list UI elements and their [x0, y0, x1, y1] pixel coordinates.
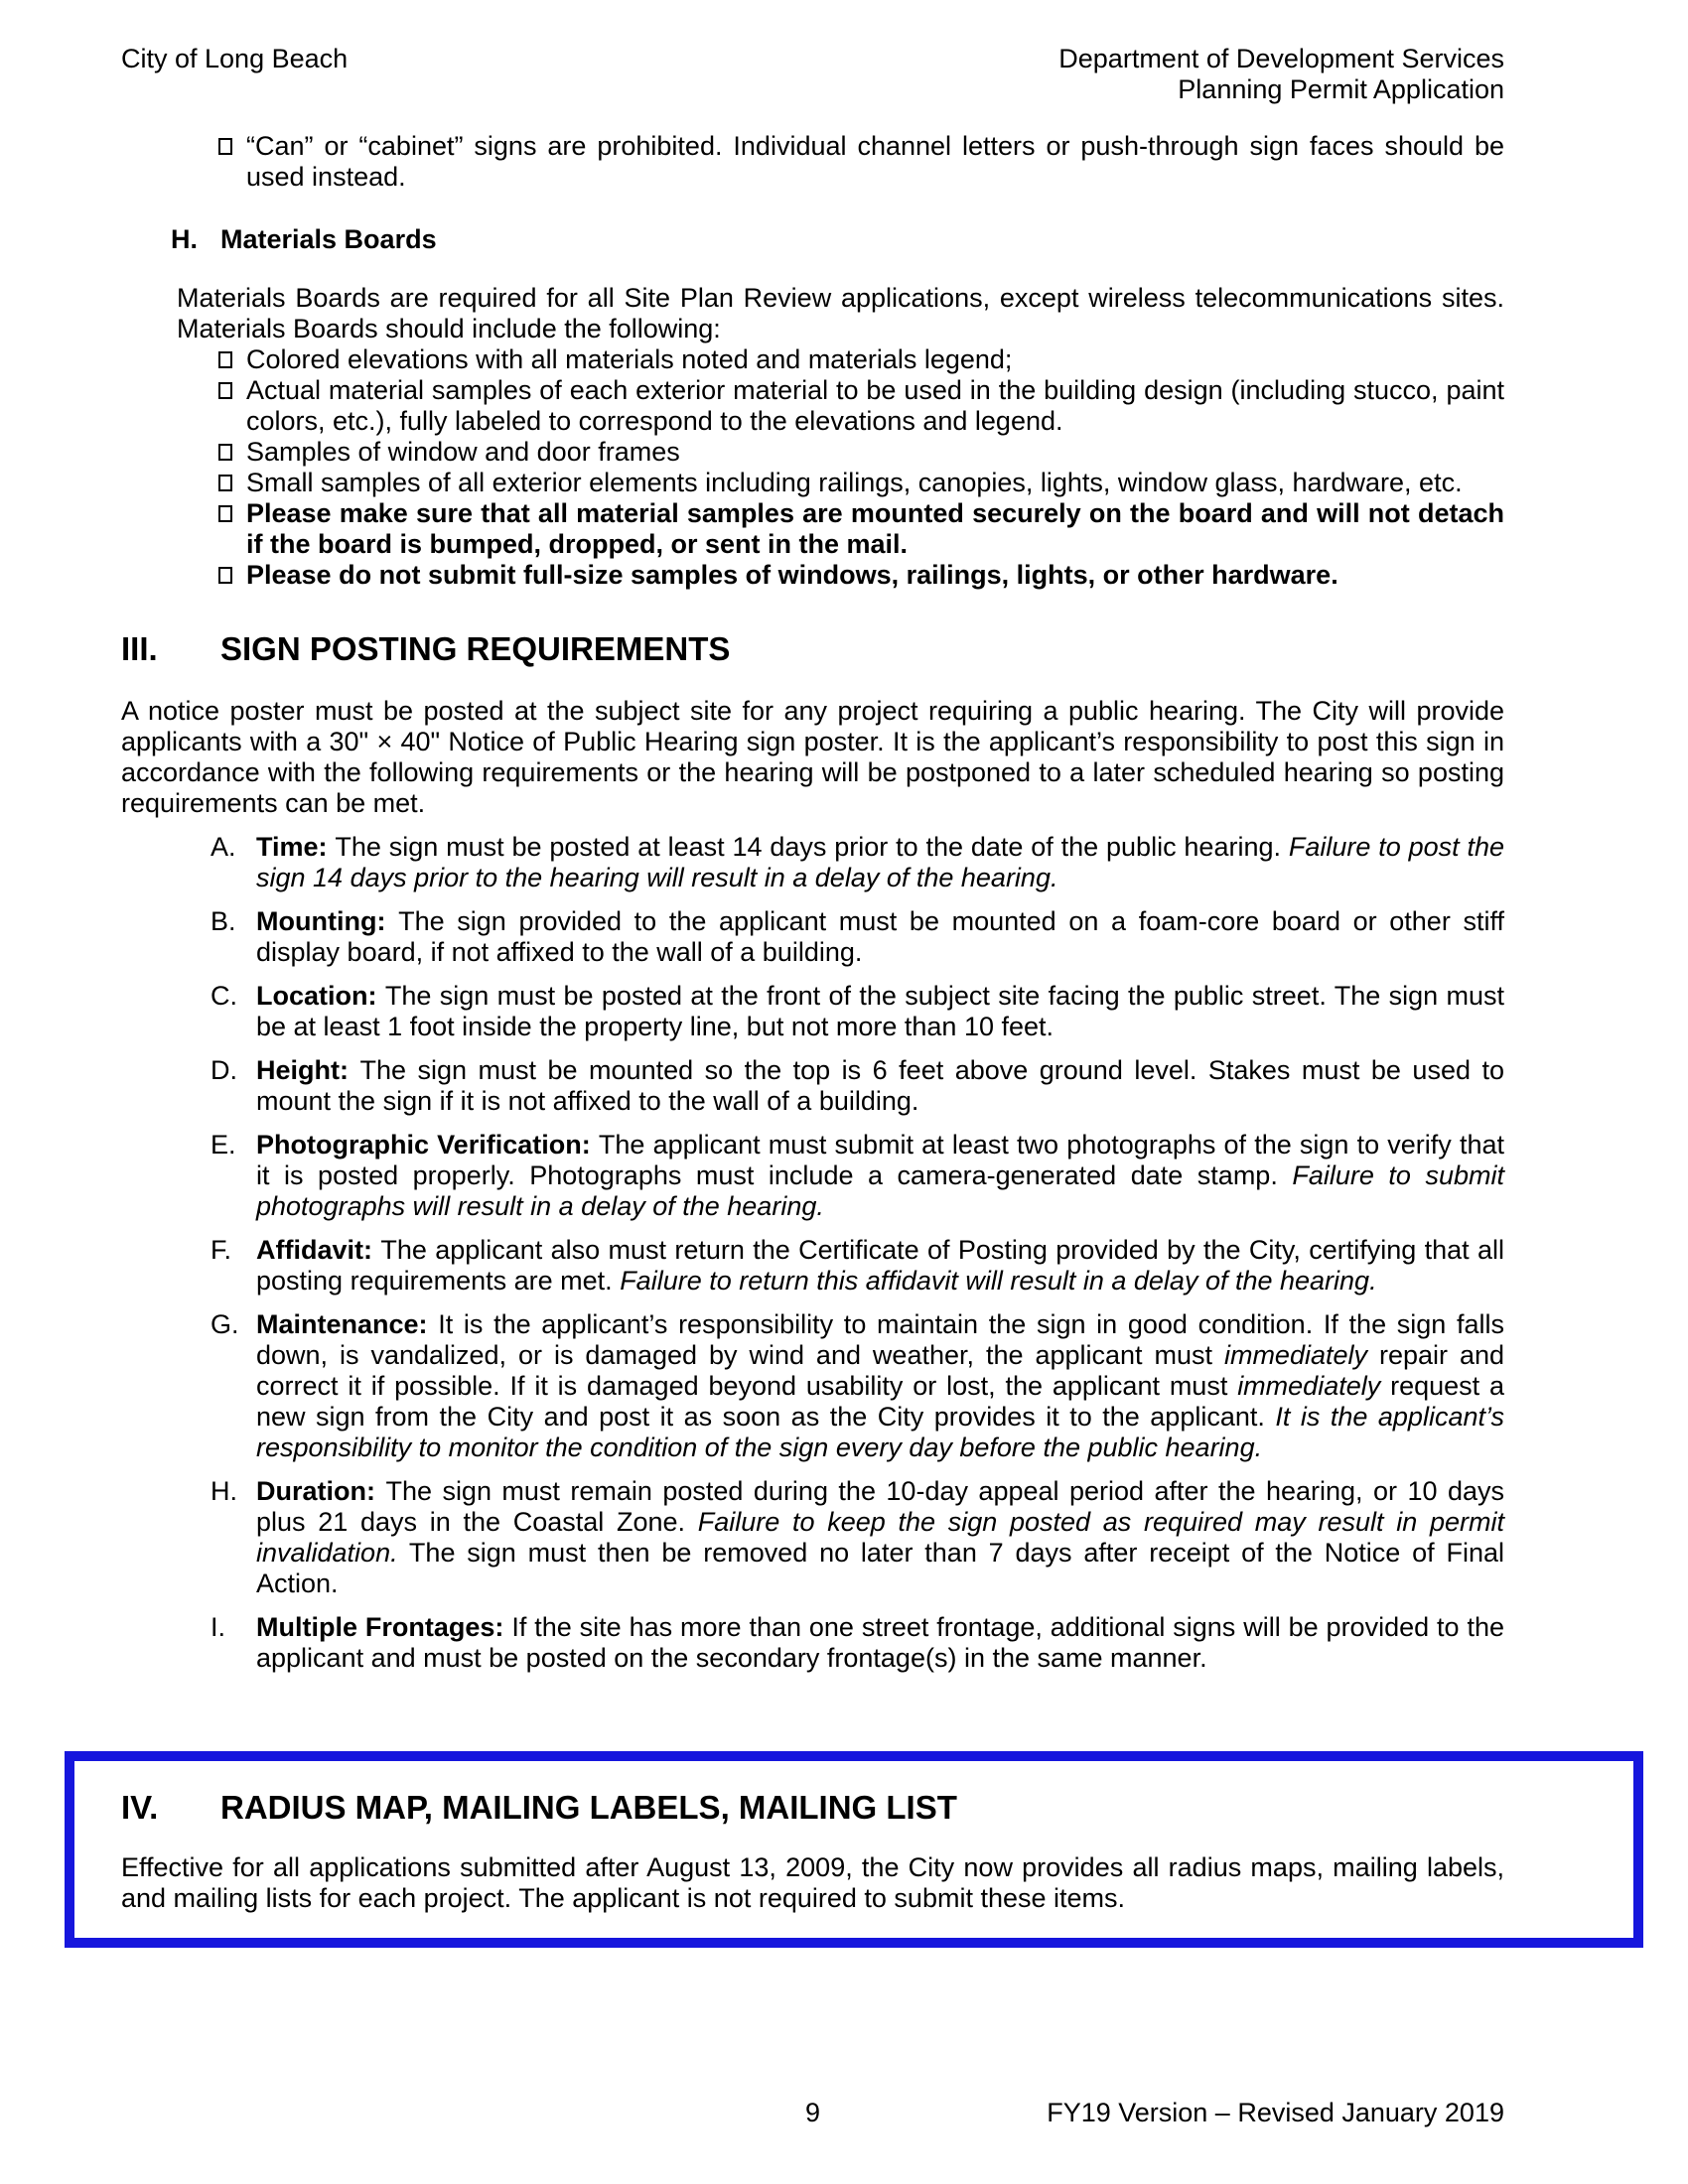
checklist-item: [218, 468, 1504, 498]
checklist-item-text: Colored elevations with all materials noted and materials legend;: [246, 344, 1013, 374]
lettered-item-text: [256, 1612, 1504, 1674]
section-iii-heading: [121, 630, 1504, 668]
text-run: Failure to return this affidavit will result in a delay of the hearing.: [620, 1266, 1377, 1296]
lettered-item-label: A.: [211, 832, 236, 862]
lettered-item-text: [256, 1309, 1504, 1463]
lettered-item: [211, 1055, 1504, 1117]
lettered-item-label: I.: [211, 1612, 226, 1642]
checkbox-bullet-icon: [218, 138, 232, 155]
text-run: Failure to post the sign 14 days prior to the hearing will result in a delay of the hearing.: [256, 832, 1504, 892]
radius-map-paragraph: Effective for all applications submitted after August 13, 2009, the City now provides all radius maps, mailing labels, and mailing lists for each project. The applicant is not required to submit these items.: [121, 1852, 1504, 1913]
lettered-item-label: G.: [211, 1309, 239, 1339]
lettered-item: [211, 1130, 1504, 1222]
lettered-item: [211, 1309, 1504, 1463]
text-run: If the site has more than one street frontage, additional signs will be provided to the applicant and must be posted on the secondary frontage(s) in the same manner.: [256, 1612, 1504, 1673]
text-run: Location:: [256, 981, 385, 1011]
header-application-line: Planning Permit Application: [1178, 74, 1504, 104]
footer-version-text: FY19 Version – Revised January 2019: [1047, 2098, 1504, 2127]
section-iii-number: III.: [121, 630, 158, 667]
checkbox-bullet-icon: [218, 382, 232, 399]
checkbox-bullet-icon: [218, 475, 232, 491]
lettered-item-text: [256, 832, 1504, 893]
section-iv-heading: [121, 1789, 1504, 1827]
text-run: Multiple Frontages:: [256, 1612, 512, 1642]
lettered-item: [211, 832, 1504, 893]
text-run: Time:: [256, 832, 336, 862]
checklist-item: [218, 560, 1504, 591]
text-run: Maintenance:: [256, 1309, 439, 1339]
text-run: request a new sign from the City and post it as soon as the City provides it to the applicant.: [256, 1371, 1505, 1432]
checklist-item: [218, 375, 1504, 437]
lettered-item: [211, 906, 1504, 968]
text-run: The sign must then be removed no later than 7 days after receipt of the Notice of Final Action.: [256, 1538, 1504, 1598]
text-run: The sign must be posted at least 14 days prior to the date of the public hearing.: [335, 832, 1289, 862]
text-run: The sign must be mounted so the top is 6 feet above ground level. Stakes must be used to mount the sign if it is not affixed to the wall of a building.: [256, 1055, 1504, 1116]
text-run: The applicant must submit at least two photographs of the sign to verify that it is posted properly. Photographs must include a camera-generated date stamp.: [256, 1130, 1504, 1190]
text-run: It is the applicant’s responsibility to monitor the condition of the sign every day before the public hearing.: [256, 1402, 1504, 1462]
text-run: Failure to keep the sign posted as required may result in permit invalidation.: [256, 1507, 1504, 1568]
lettered-item-label: B.: [211, 906, 236, 936]
checklist-item-text: “Can” or “cabinet” signs are prohibited. Individual channel letters or push-through sign faces should be used instead.: [246, 131, 1504, 192]
lettered-item-text: [256, 1235, 1504, 1297]
lettered-item-label: E.: [211, 1130, 236, 1160]
lettered-item: [211, 1612, 1504, 1674]
lettered-requirements-list: [121, 832, 1504, 1674]
text-run: The sign must be posted at the front of the subject site facing the public street. The sign must be at least 1 foot inside the property line, but not more than 10 feet.: [256, 981, 1504, 1041]
text-run: Photographic Verification:: [256, 1130, 599, 1160]
lettered-item-label: H.: [211, 1476, 237, 1506]
lettered-item: [211, 1476, 1504, 1599]
text-run: immediately: [1223, 1340, 1367, 1370]
text-run: immediately: [1237, 1371, 1381, 1401]
lettered-item-text: [256, 981, 1504, 1042]
radius-map-highlight-box: [65, 1751, 1643, 1948]
page-header: [121, 44, 1504, 105]
checklist-item-text: Please do not submit full-size samples of windows, railings, lights, or other hardware.: [246, 560, 1338, 590]
text-run: Mounting:: [256, 906, 399, 936]
checklist-item: [218, 131, 1504, 193]
checklist-item: [218, 344, 1504, 375]
lettered-item: [211, 981, 1504, 1042]
subsection-h-label: H.: [171, 224, 198, 254]
text-run: Duration:: [256, 1476, 386, 1506]
sign-posting-intro-paragraph: A notice poster must be posted at the subject site for any project requiring a public hearing. The City will provide applicants with a 30" × 40" Notice of Public Hearing sign poster. It is the applicant’s responsibility to post this sign in accordance with the following requirements or the hearing will be postponed to a later scheduled hearing so posting requirements can be met.: [121, 696, 1504, 818]
text-run: The applicant also must return the Certificate of Posting provided by the City, certifying that all posting requirements are met.: [256, 1235, 1504, 1296]
lettered-item-text: [256, 1476, 1504, 1599]
lettered-item-text: [256, 1055, 1504, 1117]
footer-spacer: [121, 2098, 582, 2128]
header-right: [1058, 44, 1504, 105]
lettered-item-label: C.: [211, 981, 237, 1011]
checkbox-bullet-icon: [218, 505, 232, 522]
checkbox-bullet-icon: [218, 567, 232, 584]
checklist-item-text: Actual material samples of each exterior material to be used in the building design (including stucco, paint colors, etc.), fully labeled to correspond to the elevations and legend.: [246, 375, 1504, 436]
materials-boards-paragraph: Materials Boards are required for all Site Plan Review applications, except wireless telecommunications sites. Materials Boards should include the following:: [177, 283, 1504, 343]
checklist-item: [218, 437, 1504, 468]
intro-bullet-list: [121, 131, 1504, 193]
header-left-text: City of Long Beach: [121, 44, 349, 73]
text-run: It is the applicant’s responsibility to maintain the sign in good condition. If the sign falls down, is vandalized, or is damaged by wind and weather, the applicant must: [256, 1309, 1504, 1370]
text-run: Failure to submit photographs will result in a delay of the hearing.: [256, 1160, 1504, 1221]
lettered-item-label: D.: [211, 1055, 237, 1085]
checklist-item: [218, 498, 1504, 560]
section-iv-title: RADIUS MAP, MAILING LABELS, MAILING LIST: [220, 1789, 957, 1826]
lettered-item-text: [256, 1130, 1504, 1222]
page-footer: [121, 2098, 1504, 2128]
text-run: The sign provided to the applicant must be mounted on a foam-core board or other stiff display board, if not affixed to the wall of a building.: [256, 906, 1504, 967]
page-number: 9: [804, 2098, 820, 2127]
lettered-item-text: [256, 906, 1504, 968]
subsection-h-title: Materials Boards: [220, 224, 437, 254]
checklist-item-text: Small samples of all exterior elements including railings, canopies, lights, window glass, hardware, etc.: [246, 468, 1463, 497]
text-run: The sign must remain posted during the 10-day appeal period after the hearing, or 10 days plus 21 days in the Coastal Zone.: [256, 1476, 1504, 1537]
checkbox-bullet-icon: [218, 444, 232, 461]
section-iii-title: SIGN POSTING REQUIREMENTS: [220, 630, 731, 667]
checklist-item-text: Please make sure that all material samples are mounted securely on the board and will not detach if the board is bumped, dropped, or sent in the mail.: [246, 498, 1504, 559]
lettered-item-label: F.: [211, 1235, 232, 1265]
text-run: Height:: [256, 1055, 360, 1085]
checklist-item-text: Samples of window and door frames: [246, 437, 680, 467]
lettered-item: [211, 1235, 1504, 1297]
text-run: Affidavit:: [256, 1235, 381, 1265]
text-run: repair and correct it if possible. If it is damaged beyond usability or lost, the applicant must: [256, 1340, 1504, 1401]
materials-boards-bullet-list: [121, 344, 1504, 591]
checkbox-bullet-icon: [218, 351, 232, 368]
section-iv-number: IV.: [121, 1789, 159, 1826]
header-department-line: Department of Development Services: [1058, 44, 1504, 73]
subsection-h-heading: [171, 224, 1504, 255]
